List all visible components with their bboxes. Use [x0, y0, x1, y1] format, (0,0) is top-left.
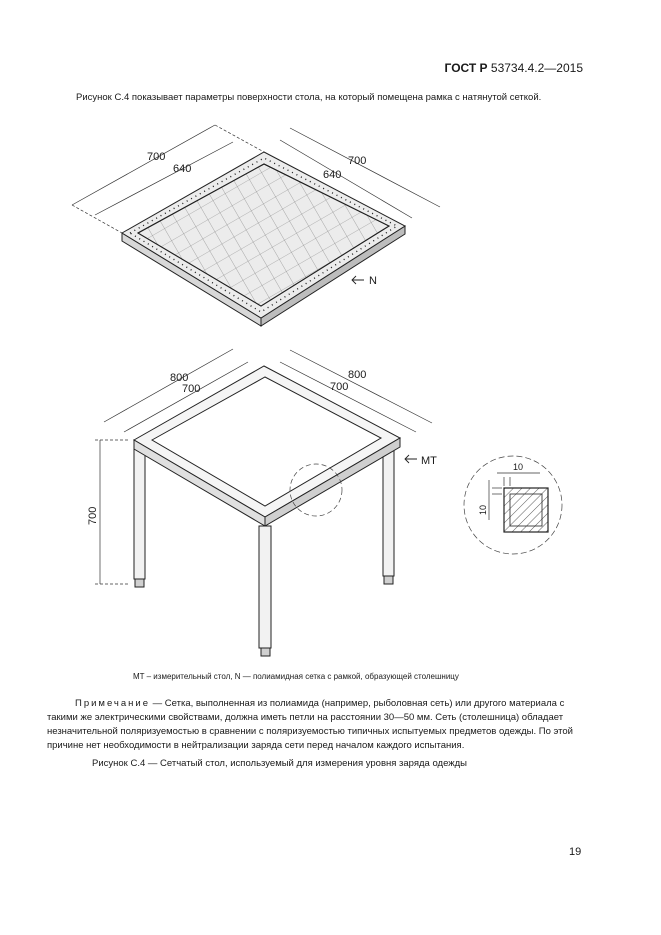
table-width-inner-label: 700: [182, 383, 201, 395]
note-label: Примечание: [75, 698, 150, 709]
intro-text: Рисунок С.4 показывает параметры поверхности стола, на который помещена рамка с натянутой сеткой.: [76, 92, 542, 103]
table-depth-inner-label: 700: [330, 381, 349, 393]
figure-legend: MT – измерительный стол, N — полиамидная сетка с рамкой, образующей столешницу: [133, 672, 459, 681]
table-label-mt: MT: [421, 455, 437, 467]
frame-width-outer-label: 700: [147, 151, 166, 163]
note-text: — Сетка, выполненная из полиамида (например, рыболовная сеть) или другого материала с такими же электрическими свойствами, должна иметь петли на расстоянии 30—50 мм. Сеть (столешница) обладает незначительной поляризуемостью в сравнении с поляризуемостью типичных испытуемых предметов одежды. По этой причине нет необходимости в нейтрализации заряда сети перед началом каждого испытания.: [47, 698, 573, 751]
page-number: 19: [569, 846, 582, 858]
measuring-table: [134, 366, 400, 656]
table-pointer-arrow-icon: [405, 455, 417, 463]
frame-pointer-arrow-icon: [352, 276, 364, 284]
table-depth-outer-label: 800: [348, 369, 367, 381]
standard-number: 53734.4.2—2015: [490, 61, 583, 75]
frame-width-inner-label: 640: [173, 163, 192, 175]
detail-dim-vertical: 10: [478, 504, 488, 515]
frame-depth-outer-label: 700: [348, 155, 367, 167]
table-height-label: 700: [87, 506, 99, 525]
frame-label-n: N: [369, 275, 377, 287]
figure-note: [47, 697, 587, 753]
standard-prefix: ГОСТ Р: [444, 61, 488, 75]
frame-depth-inner-label: 640: [323, 169, 342, 181]
mesh-net: [138, 164, 389, 306]
detail-dim-horizontal: 10: [513, 462, 524, 472]
figure-caption: Рисунок С.4 — Сетчатый стол, используемый для измерения уровня заряда одежды: [92, 758, 467, 769]
table-width-outer-label: 800: [170, 372, 189, 384]
